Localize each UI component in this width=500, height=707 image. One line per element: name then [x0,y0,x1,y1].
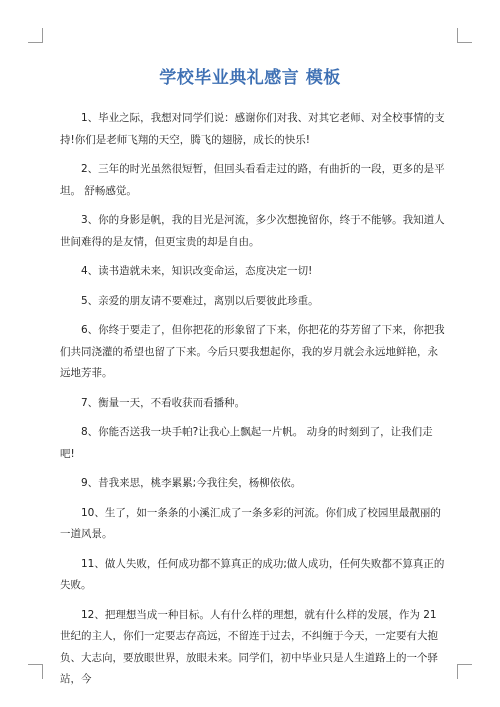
paragraph-8: 8、你能否送我一块手帕?让我心上飘起一片帆。 动身的时刻到了，让我们走吧! [60,426,433,460]
paragraph-1: 1、毕业之际，我想对同学们说：感谢你们对我、对其它老师、对全校事情的支持!你们是老师飞翔的天空，腾飞的翅膀，成长的快乐! [60,112,445,146]
crop-mark-top-right [457,28,472,43]
paragraph-4: 4、读书造就未来，知识改变命运，态度决定一切! [81,265,313,277]
paragraph-6: 6、你终于要走了，但你把花的形象留了下来，你把花的芬芳留了下来，你把我们共同浇灌的希望也留了下来。今后只要我想起你，我的岁月就会永远地鲜艳，永远地芳菲。 [60,324,445,379]
crop-mark-bottom-right [457,664,472,679]
document-title: 学校毕业典礼感言 模板 [159,68,341,88]
paragraph-10: 10、生了，如一条条的小溪汇成了一条多彩的河流。你们成了校园里最靓丽的一道风景。 [60,506,441,540]
paragraph-5: 5、亲爱的朋友请不要难过，离别以后要彼此珍重。 [81,294,319,307]
crop-mark-top-left [28,28,43,43]
paragraph-3: 3、你的身影是帆，我的目光是河流，多少次想挽留你，终于不能够。我知道人世间难得的是友情，但更宝贵的却是自由。 [60,214,445,248]
paragraph-7: 7、衡量一天，不看收获而看播种。 [81,396,246,409]
document-body [60,108,445,699]
paragraph-2: 2、三年的时光虽然很短暂，但回头看看走过的路，有曲折的一段，更多的是平坦。 舒畅感觉。 [60,163,445,197]
crop-mark-bottom-left [28,664,43,679]
paragraph-12: 12、把理想当成一种目标。人有什么样的理想，就有什么样的发展，作为 21 世纪的主人，你们一定要志存高远，不留连于过去，不纠缠于今天，一定要有大抱负、大志向，要放眼世界，放眼未来。同学们，初中毕业只是人生道路上的一个驿站，今 [60,608,438,685]
paragraph-9: 9、昔我来思，桃李累累;今我往矣，杨柳依依。 [81,477,302,489]
paragraph-11: 11、做人失败，任何成功都不算真正的成功;做人成功，任何失败都不算真正的失败。 [60,557,445,591]
